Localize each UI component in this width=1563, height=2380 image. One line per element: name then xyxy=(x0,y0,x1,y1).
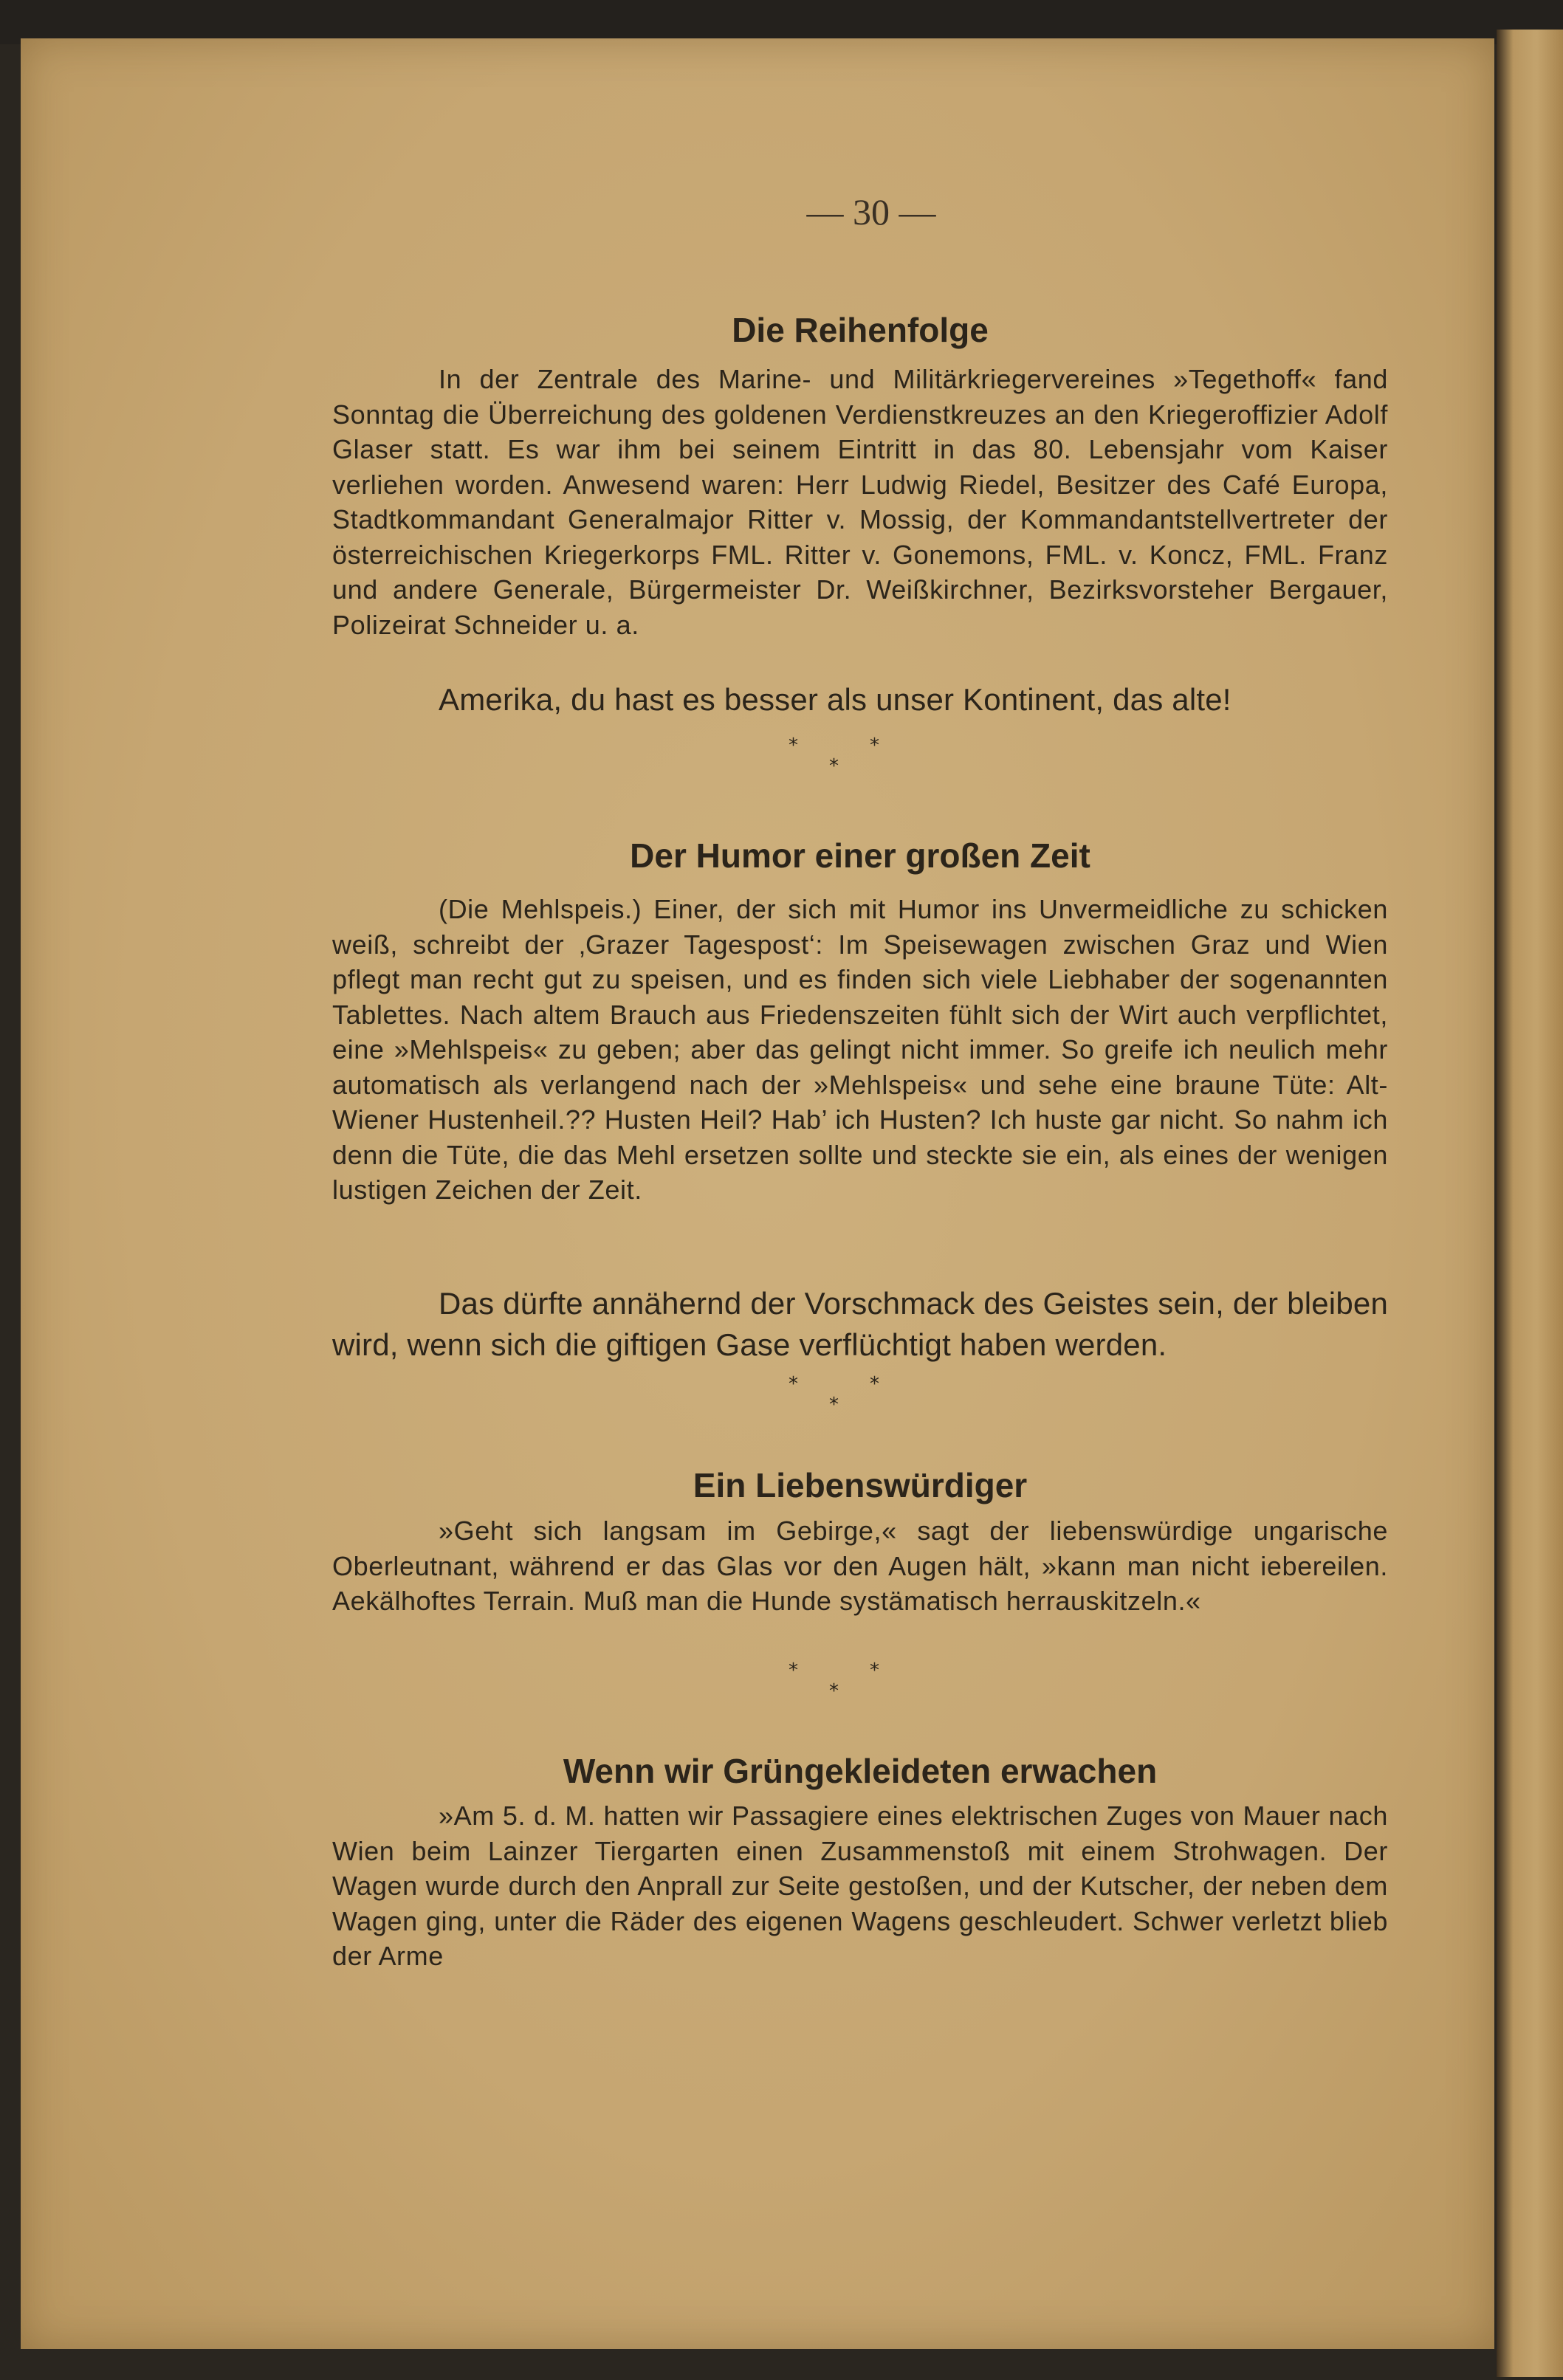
section-closing-reihenfolge: Amerika, du hast es besser als unser Kontinent, das alte! xyxy=(439,682,1231,717)
section-body-liebenswuerdiger: »Geht sich langsam im Gebirge,« sagt der liebenswürdige ungarische Oberleutnant, während er das Glas vor den Augen hält, »kann man nicht iebereilen. Aekälhoftes Terrain. Muß man die Hunde systämatisch herrauskitzeln.« xyxy=(332,1516,1388,1616)
section-body-gruengekleideten: »Am 5. d. M. hatten wir Passagiere eines elektrischen Zuges von Mauer nach Wien beim Lainzer Tiergarten einen Zusammenstoß mit einem Strohwagen. Der Wagen wurde durch den Anprall zur Seite gestoßen, und der Kutscher, der neben dem Wagen ging, unter die Räder des eigenen Wagens geschleudert. Schwer verletzt blieb der Arme xyxy=(332,1801,1388,1971)
section-heading-liebenswuerdiger: Ein Liebenswürdiger xyxy=(693,1466,1028,1504)
section-heading-gruengekleideten: Wenn wir Grüngekleideten erwachen xyxy=(563,1752,1158,1790)
section-closing-humor: Das dürfte annähernd der Vorschmack des Geistes sein, der bleiben wird, wenn sich die giftigen Gase verflüchtigt haben werden. xyxy=(332,1286,1388,1362)
section-heading-humor: Der Humor einer großen Zeit xyxy=(630,836,1090,875)
section-separator: * * * xyxy=(789,1373,879,1416)
section-body-humor: (Die Mehlspeis.) Einer, der sich mit Humor ins Unvermeidliche zu schicken weiß, schreibt der ‚Grazer Tagespost‘: Im Speisewagen zwischen Graz und Wien pflegt man recht gut zu speisen, und es finden sich viele Liebhaber der sogenannten Tablettes. Nach altem Brauch aus Friedenszeiten fühlt sich der Wirt auch verpflichtet, eine »Mehlspeis« zu geben; aber das gelingt nicht immer. So greife ich neulich mehr automatisch als verlangend nach der »Mehlspeis« und sehe eine braune Tüte: Alt-Wiener Hustenheil.?? Husten Heil? Hab’ ich Husten? Ich huste gar nicht. So nahm ich denn die Tüte, die das Mehl ersetzen sollte und steckte sie ein, als eines der wenigen lustigen Zeichen der Zeit. xyxy=(332,894,1388,1205)
section-body-reihenfolge: In der Zentrale des Marine- und Militärkriegervereines »Tegethoff« fand Sonntag die Überreichung des goldenen Verdienstkreuzes an den Kriegeroffizier Adolf Glaser statt. Es war ihm bei seinem Eintritt in das 80. Lebensjahr vom Kaiser verliehen worden. Anwesend waren: Herr Ludwig Riedel, Besitzer des Café Europa, Stadtkommandant Generalmajor Ritter v. Mossig, der Kommandantstellvertreter der österreichischen Kriegerkorps FML. Ritter v. Gonemons, FML. v. Koncz, FML. Franz und andere Generale, Bürgermeister Dr. Weißkirchner, Bezirksvorsteher Bergauer, Polizeirat Schneider u. a. xyxy=(332,364,1388,640)
book-spine xyxy=(0,0,1563,44)
page-number: — 30 — xyxy=(806,191,936,233)
section-separator: * * * xyxy=(789,1660,879,1702)
page-edge xyxy=(1497,30,1563,2377)
section-heading-reihenfolge: Die Reihenfolge xyxy=(732,311,989,349)
section-separator: * * * xyxy=(789,735,879,777)
